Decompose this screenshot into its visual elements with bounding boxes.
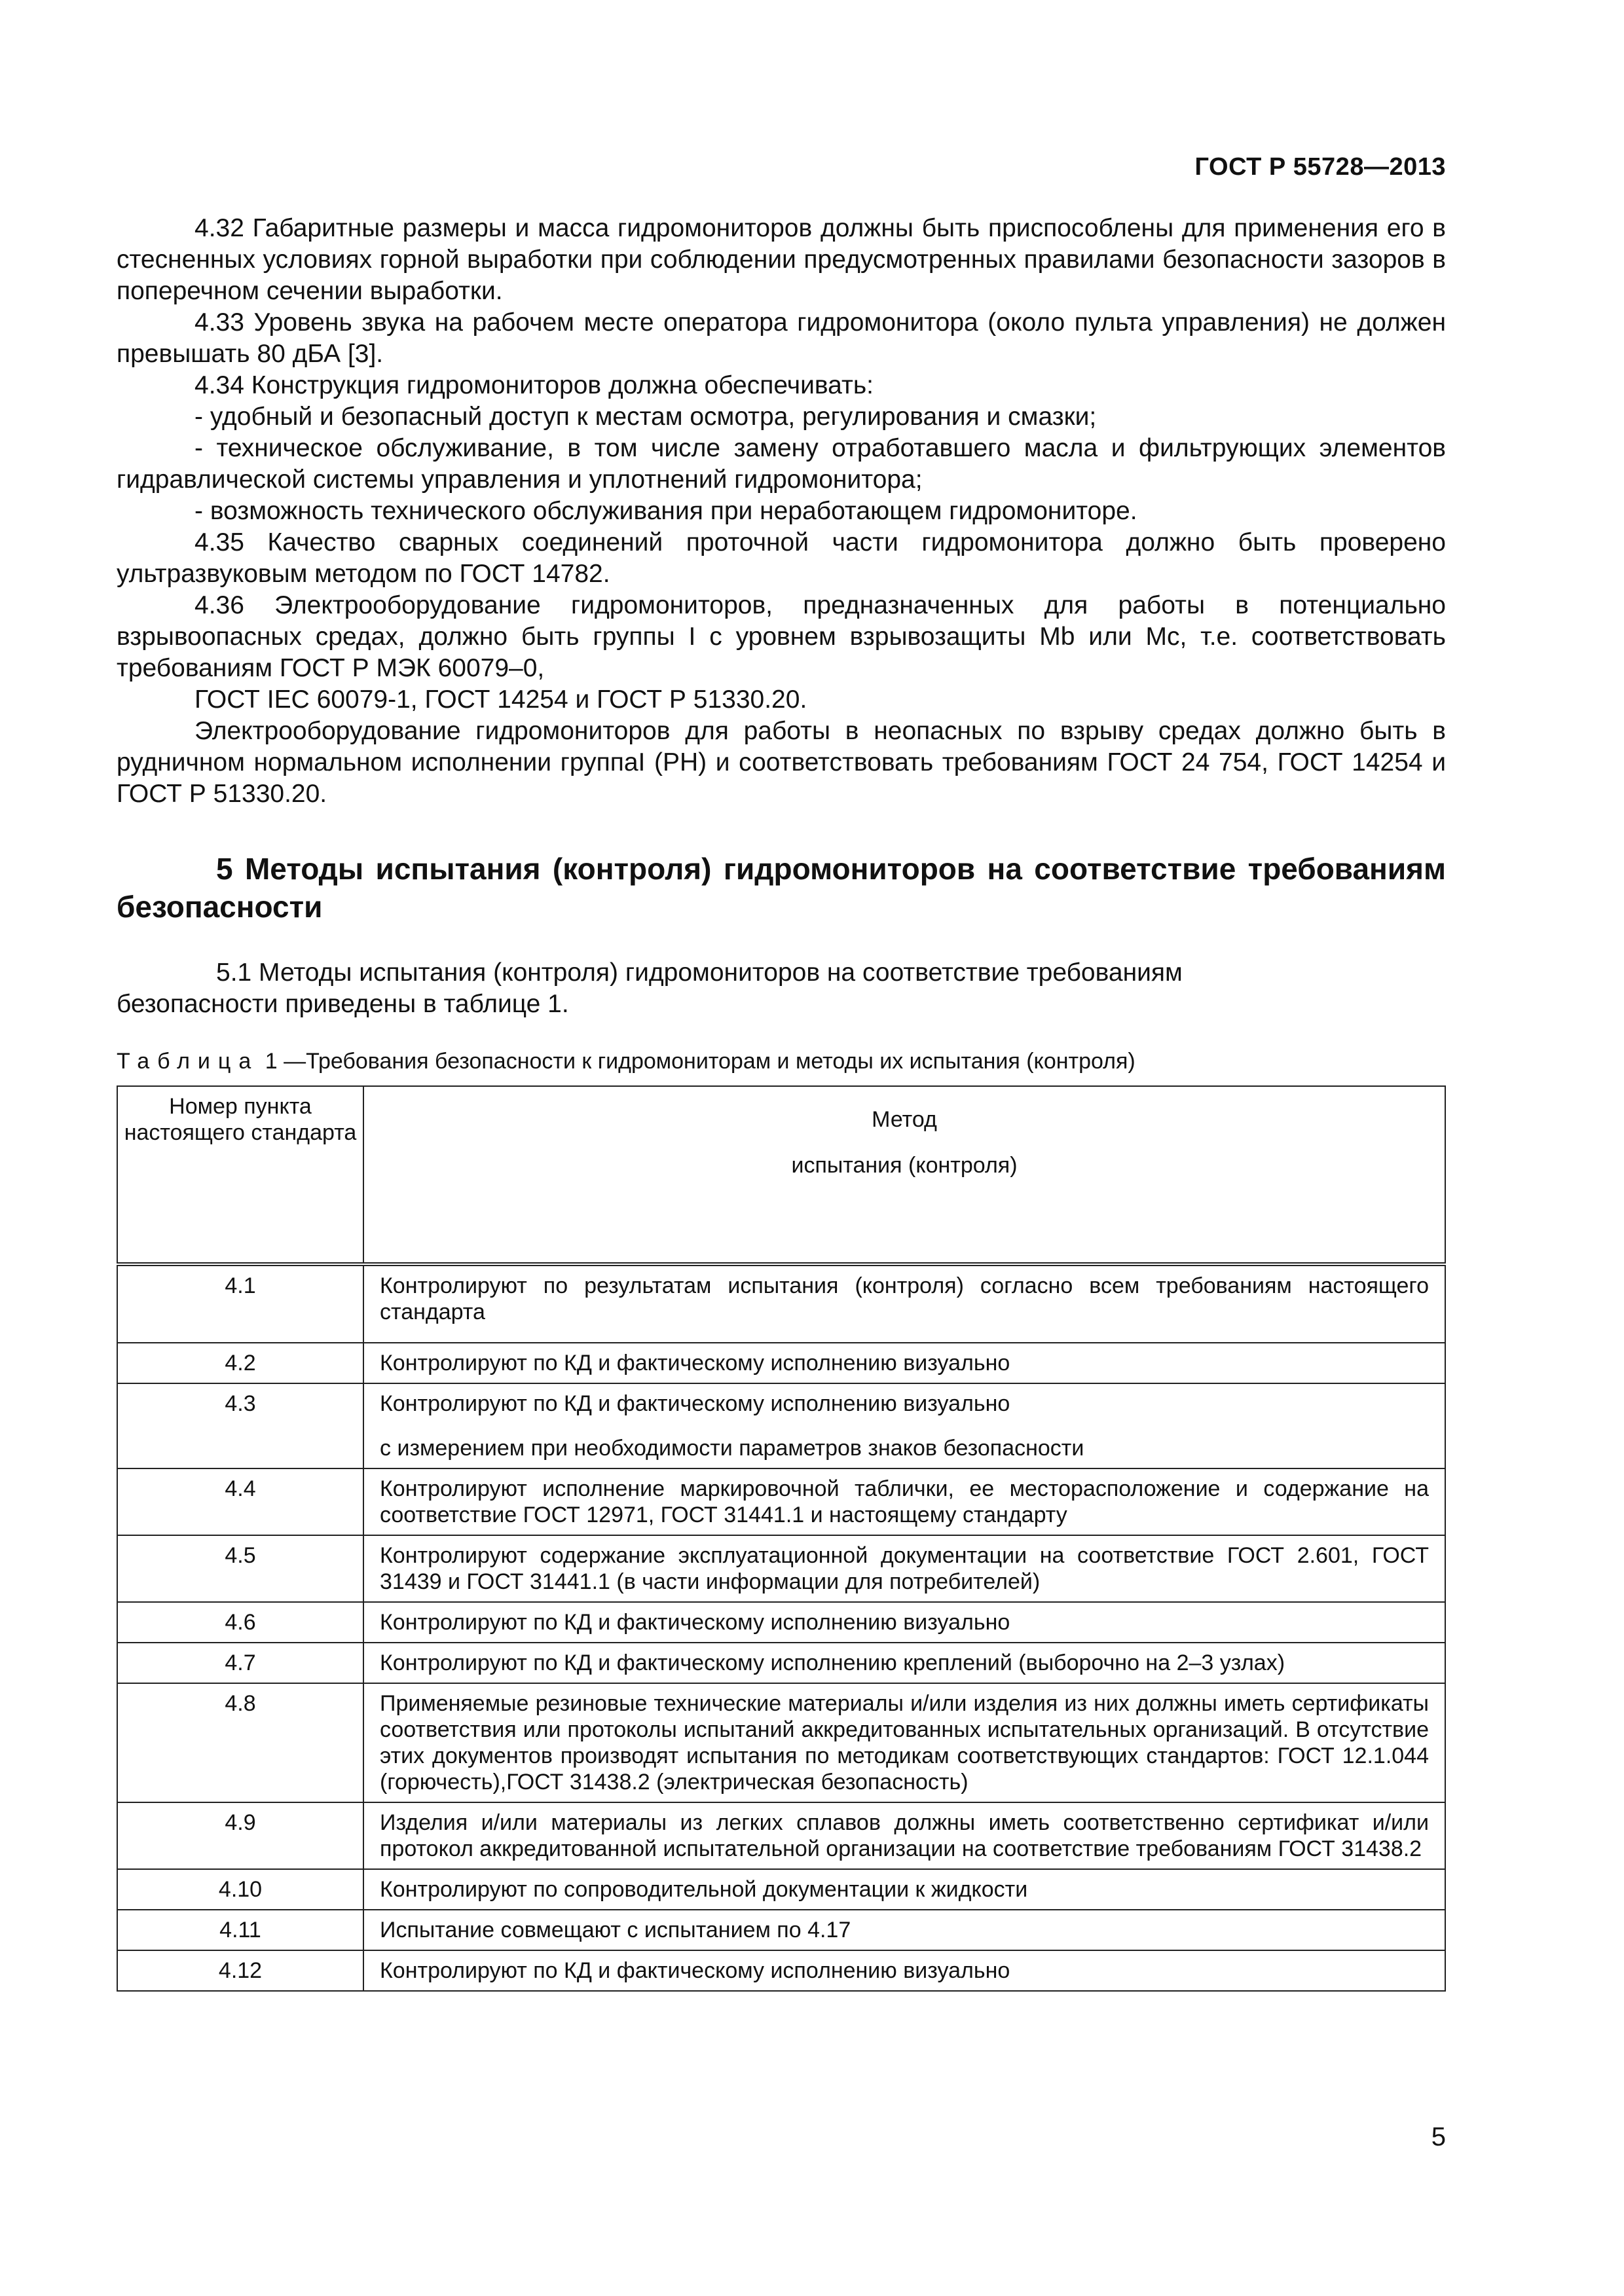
section-heading: 5 Методы испытания (контроля) гидромониторов на соответствие требованиям безопасности (117, 852, 1446, 924)
test-method (363, 1383, 1445, 1468)
table-row (117, 1468, 1445, 1535)
clause-number: 4.5 (117, 1535, 363, 1602)
header-clause-number: Номер пункта настоящего стандарта (117, 1086, 363, 1264)
requirements-table (117, 1085, 1446, 1992)
list-item: - возможность технического обслуживания при неработающем гидромониторе. (194, 497, 1137, 525)
test-method: Испытание совмещают с испытанием по 4.17 (363, 1910, 1445, 1950)
test-method: Контролируют по КД и фактическому исполнению визуально (363, 1602, 1445, 1643)
clause-number: 4.4 (117, 1468, 363, 1535)
table-row (117, 1683, 1445, 1802)
table-row (117, 1602, 1445, 1643)
clause-number: 4.12 (117, 1950, 363, 1991)
table-header-row (117, 1086, 1445, 1264)
table-caption-label: Таблица (117, 1049, 259, 1074)
test-method: Контролируют по КД и фактическому исполнению креплений (выборочно на 2–3 узлах) (363, 1643, 1445, 1683)
test-method-line2: с измерением при необходимости параметров знаков безопасности (380, 1436, 1084, 1461)
clause-number: 4.10 (117, 1869, 363, 1910)
table-row (117, 1910, 1445, 1950)
clause-number: 4.6 (117, 1602, 363, 1643)
table-row (117, 1343, 1445, 1383)
test-method: Контролируют по сопроводительной документации к жидкости (363, 1869, 1445, 1910)
paragraph-electrical-equipment: Электрооборудование гидромониторов для работы в неопасных по взрыву средах должно быть в рудничном нормальном исполнении группаI (РН) и соответствовать требованиям ГОСТ 24 754, ГОСТ 14254 и ГОСТ Р 51330.20. (117, 717, 1446, 808)
list-item: - удобный и безопасный доступ к местам осмотра, регулирования и смазки; (194, 403, 1097, 431)
test-method-line1: Контролируют по КД и фактическому исполнению визуально (380, 1391, 1010, 1416)
body-text (117, 213, 1446, 810)
document-header: ГОСТ Р 55728—2013 (1194, 153, 1446, 181)
clause-number: 4.8 (117, 1683, 363, 1802)
test-method: Контролируют содержание эксплуатационной документации на соответствие ГОСТ 2.601, ГОСТ 31439 и ГОСТ 31441.1 (в части информации для потребителей) (363, 1535, 1445, 1602)
test-method: Контролируют исполнение маркировочной таблички, ее месторасположение и содержание на соответствие ГОСТ 12971, ГОСТ 31441.1 и настоящему стандарту (363, 1468, 1445, 1535)
page-number: 5 (1431, 2123, 1446, 2151)
table-row (117, 1950, 1445, 1991)
header-test-method (363, 1086, 1445, 1264)
table-row (117, 1535, 1445, 1602)
paragraph-4-36: 4.36 Электрооборудование гидромониторов, предназначенных для работы в потенциально взрывоопасных средах, должно быть группы I с уровнем взрывозащиты Mb или Mc, т.е. соответствовать требованиям ГОСТ Р МЭК 60079–0, (117, 591, 1446, 682)
header-test-method-line2: испытания (контроля) (791, 1153, 1018, 1178)
clause-number: 4.2 (117, 1343, 363, 1383)
test-method: Изделия и/или материалы из легких сплавов должны иметь соответственно сертификат и/или протокол аккредитованной испытательной организации на соответствие требованиям ГОСТ 31438.2 (363, 1802, 1445, 1869)
header-test-method-line1: Метод (872, 1107, 937, 1132)
test-method: Контролируют по КД и фактическому исполнению визуально (363, 1343, 1445, 1383)
test-method: Контролируют по результатам испытания (контроля) согласно всем требованиям настоящего стандарта (363, 1264, 1445, 1343)
clause-number: 4.9 (117, 1802, 363, 1869)
clause-number: 4.3 (117, 1383, 363, 1468)
paragraph-4-33: 4.33 Уровень звука на рабочем месте оператора гидромонитора (около пульта управления) не должен превышать 80 дБА [3]. (117, 308, 1446, 368)
table-row (117, 1643, 1445, 1683)
table-row (117, 1869, 1445, 1910)
paragraph-4-34: 4.34 Конструкция гидромониторов должна обеспечивать: (194, 371, 874, 399)
paragraph-4-36-continuation: ГОСТ IEC 60079-1, ГОСТ 14254 и ГОСТ Р 51330.20. (194, 685, 807, 714)
list-item: - техническое обслуживание, в том числе замену отработавшего масла и фильтрующих элементов гидравлической системы управления и уплотнений гидромонитора; (117, 434, 1446, 494)
test-method: Контролируют по КД и фактическому исполнению визуально (363, 1950, 1445, 1991)
table-caption-text: 1 —Требования безопасности к гидромониторам и методы их испытания (контроля) (259, 1049, 1135, 1074)
table-row (117, 1802, 1445, 1869)
paragraph-4-35: 4.35 Качество сварных соединений проточной части гидромонитора должно быть проверено ультразвуковым методом по ГОСТ 14782. (117, 528, 1446, 588)
clause-number: 4.11 (117, 1910, 363, 1950)
section-intro: 5.1 Методы испытания (контроля) гидромониторов на соответствие требованиям безопасности приведены в таблице 1. (117, 958, 1183, 1018)
table-row (117, 1264, 1445, 1343)
table-row (117, 1383, 1445, 1468)
test-method: Применяемые резиновые технические материалы и/или изделия из них должны иметь сертификаты соответствия или протоколы испытаний аккредитованных испытательных организаций. В отсутствие этих документов производят испытания по методикам соответствующих стандартов: ГОСТ 12.1.044 (горючесть),ГОСТ 31438.2 (электрическая безопасность) (363, 1683, 1445, 1802)
table-caption (117, 1049, 1135, 1074)
paragraph-4-32: 4.32 Габаритные размеры и масса гидромониторов должны быть приспособлены для применения его в стесненных условиях горной выработки при соблюдении предусмотренных правилами безопасности зазоров в поперечном сечении выработки. (117, 214, 1446, 305)
clause-number: 4.7 (117, 1643, 363, 1683)
clause-number: 4.1 (117, 1264, 363, 1343)
